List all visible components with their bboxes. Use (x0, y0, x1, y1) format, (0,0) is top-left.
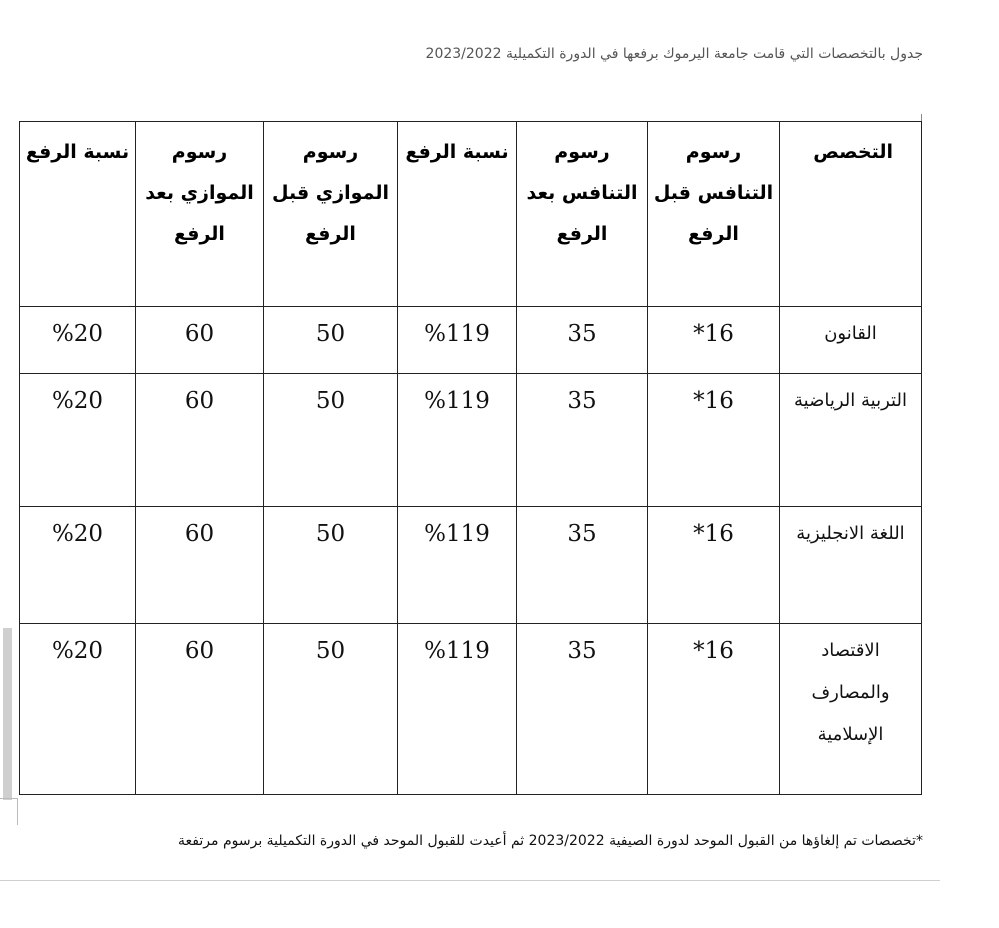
cell-parallel-pct: %20 (20, 374, 136, 507)
footnote: *تخصصات تم إلغاؤها من القبول الموحد لدورة الصيفية 2023/2022 ثم أعيدت للقبول الموحد في الدورة التكميلية برسوم مرتفعة (178, 833, 923, 849)
cell-comp-before: 16* (648, 374, 780, 507)
cell-specialty: اللغة الانجليزية (780, 507, 922, 624)
table-row (20, 307, 922, 374)
cell-parallel-pct: %20 (20, 507, 136, 624)
cell-parallel-pct: %20 (20, 624, 136, 795)
page-corner-mark (0, 798, 18, 825)
header-comp-before: رسوم التنافس قبل الرفع (648, 122, 780, 307)
header-parallel-pct: نسبة الرفع (20, 122, 136, 307)
cell-parallel-before: 50 (264, 507, 398, 624)
cell-parallel-after: 60 (136, 624, 264, 795)
scrollbar-thumb[interactable] (3, 628, 12, 800)
cell-comp-after: 35 (517, 374, 648, 507)
cell-specialty: التربية الرياضية (780, 374, 922, 507)
cell-comp-before: 16* (648, 307, 780, 374)
cell-comp-after: 35 (517, 507, 648, 624)
cell-parallel-after: 60 (136, 507, 264, 624)
header-comp-pct: نسبة الرفع (398, 122, 517, 307)
table-caption: جدول بالتخصصات التي قامت جامعة اليرموك برفعها في الدورة التكميلية 2023/2022 (425, 46, 923, 62)
cell-parallel-pct: %20 (20, 307, 136, 374)
header-specialty: التخصص (780, 122, 922, 307)
page-divider (0, 880, 940, 881)
table-header-row (20, 122, 922, 307)
cell-comp-pct: %119 (398, 507, 517, 624)
cell-specialty: القانون (780, 307, 922, 374)
header-parallel-after: رسوم الموازي بعد الرفع (136, 122, 264, 307)
cell-parallel-before: 50 (264, 307, 398, 374)
cell-comp-pct: %119 (398, 374, 517, 507)
cell-comp-before: 16* (648, 507, 780, 624)
cell-specialty: الاقتصاد والمصارف الإسلامية (780, 624, 922, 795)
cell-comp-before: 16* (648, 624, 780, 795)
table-row (20, 374, 922, 507)
header-comp-after: رسوم التنافس بعد الرفع (517, 122, 648, 307)
table-row (20, 507, 922, 624)
header-parallel-before: رسوم الموازي قبل الرفع (264, 122, 398, 307)
cell-comp-pct: %119 (398, 624, 517, 795)
table-row (20, 624, 922, 795)
fees-table (19, 121, 922, 795)
cell-parallel-before: 50 (264, 374, 398, 507)
cell-parallel-after: 60 (136, 374, 264, 507)
cell-comp-after: 35 (517, 307, 648, 374)
cell-parallel-before: 50 (264, 624, 398, 795)
cell-comp-after: 35 (517, 624, 648, 795)
cell-comp-pct: %119 (398, 307, 517, 374)
cell-parallel-after: 60 (136, 307, 264, 374)
